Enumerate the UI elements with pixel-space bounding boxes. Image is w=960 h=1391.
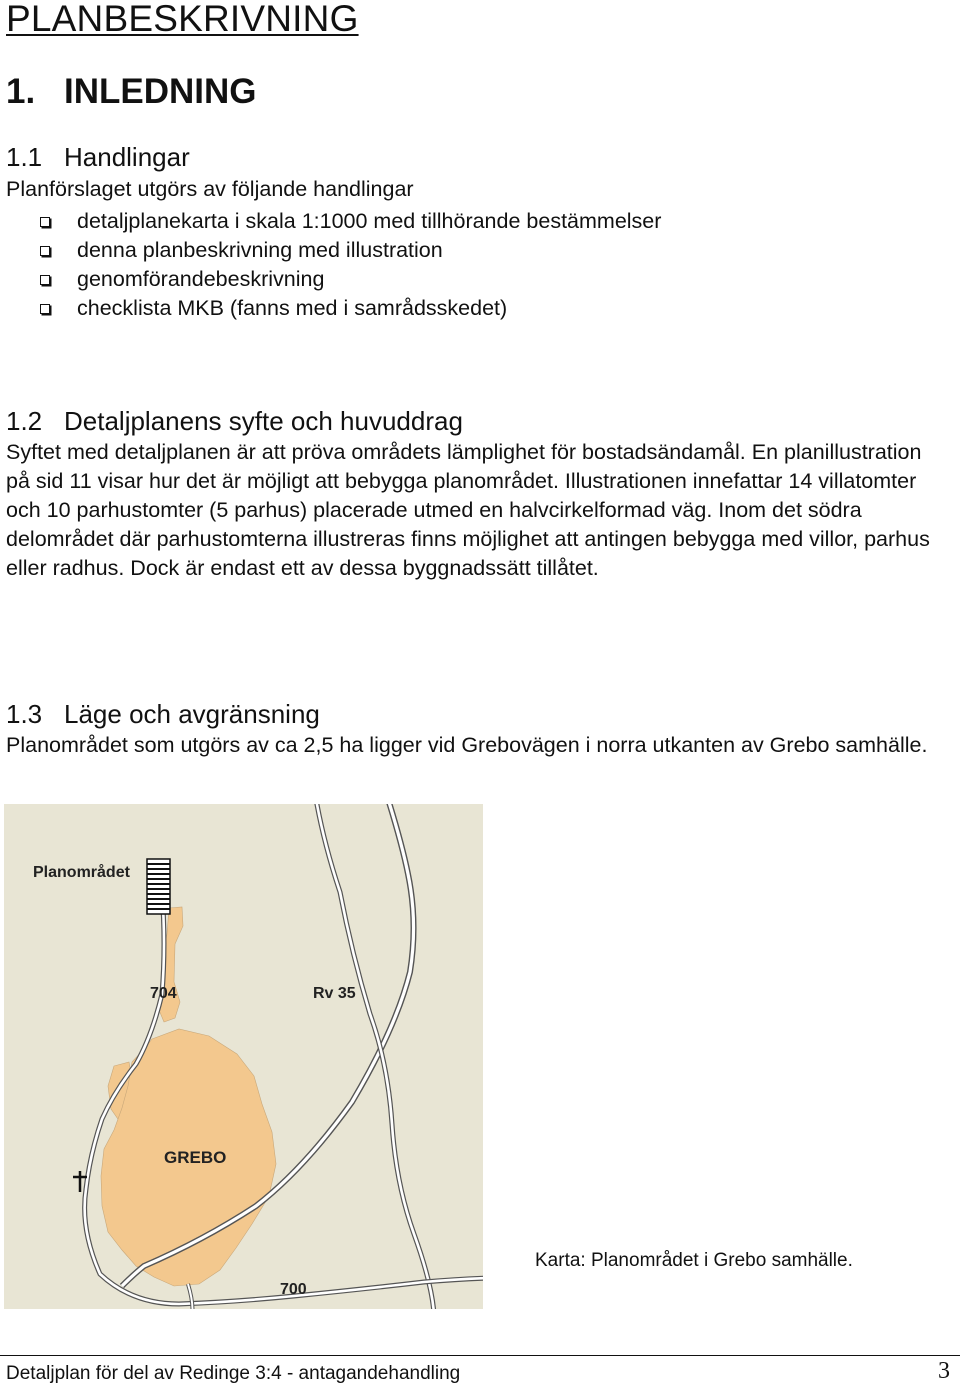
section-1-3-number: 1.3 (6, 699, 43, 729)
checkbox-bullet-icon (40, 304, 50, 314)
location-map (4, 804, 483, 1309)
map-caption: Karta: Planområdet i Grebo samhälle. (535, 1250, 853, 1271)
list-item-text: checklista MKB (fanns med i samrådsskedet) (77, 296, 508, 320)
document-list (40, 207, 661, 323)
section-1-1-heading (6, 142, 190, 173)
map-label-road-704: 704 (150, 985, 177, 1002)
map-label-road-700: 700 (280, 1281, 307, 1298)
section-1-1-title: Handlingar (64, 142, 190, 172)
list-item-text: detaljplanekarta i skala 1:1000 med tillhörande bestämmelser (77, 209, 662, 233)
footer-document-name: Detaljplan för del av Redinge 3:4 - antagandehandling (6, 1363, 461, 1384)
section-1-1-intro: Planförslaget utgörs av följande handlingar (6, 177, 414, 201)
section-1-heading (6, 72, 257, 112)
section-1-3-title: Läge och avgränsning (64, 699, 320, 729)
list-item-text: denna planbeskrivning med illustration (77, 238, 443, 262)
section-1-2-title: Detaljplanens syfte och huvuddrag (64, 406, 463, 436)
section-1-2-body: Syftet med detaljplanen är att pröva områdets lämplighet för bostadsändamål. En planillustration på sid 11 visar hur det är möjligt att bebygga planområdet. Illustrationen innefattar 14 villatomter och 10 parhustomter (5 parhus) placerade utmed en halvcirkelformad väg. Inom det södra delområdet där parhustomterna illustreras finns möjlighet att antingen bebygga med villor, parhus eller radhus. Dock är endast ett av dessa byggnadssätt tillåtet. (6, 440, 930, 580)
list-item-text: genomförandebeskrivning (77, 267, 325, 291)
section-1-3-heading (6, 699, 320, 730)
checkbox-bullet-icon (40, 246, 50, 256)
footer-divider (0, 1355, 960, 1356)
map-label-plan-area: Planområdet (33, 864, 130, 881)
list-item (40, 294, 661, 323)
section-1-3-body: Planområdet som utgörs av ca 2,5 ha ligger vid Grebovägen i norra utkanten av Grebo samhälle. (6, 733, 928, 757)
plan-area-hatch (147, 859, 170, 914)
section-1-1-number: 1.1 (6, 142, 43, 172)
section-1-2-heading (6, 406, 463, 437)
section-1-title: INLEDNING (64, 72, 257, 111)
checkbox-bullet-icon (40, 217, 50, 227)
document-title: PLANBESKRIVNING (6, 0, 359, 39)
page-number: 3 (938, 1358, 950, 1384)
map-label-grebo: GREBO (164, 1148, 227, 1167)
section-1-number: 1. (6, 72, 36, 111)
checkbox-bullet-icon (40, 275, 50, 285)
section-1-2-number: 1.2 (6, 406, 43, 436)
list-item (40, 236, 661, 265)
map-label-rv35: Rv 35 (313, 985, 356, 1002)
list-item (40, 207, 661, 236)
list-item (40, 265, 661, 294)
